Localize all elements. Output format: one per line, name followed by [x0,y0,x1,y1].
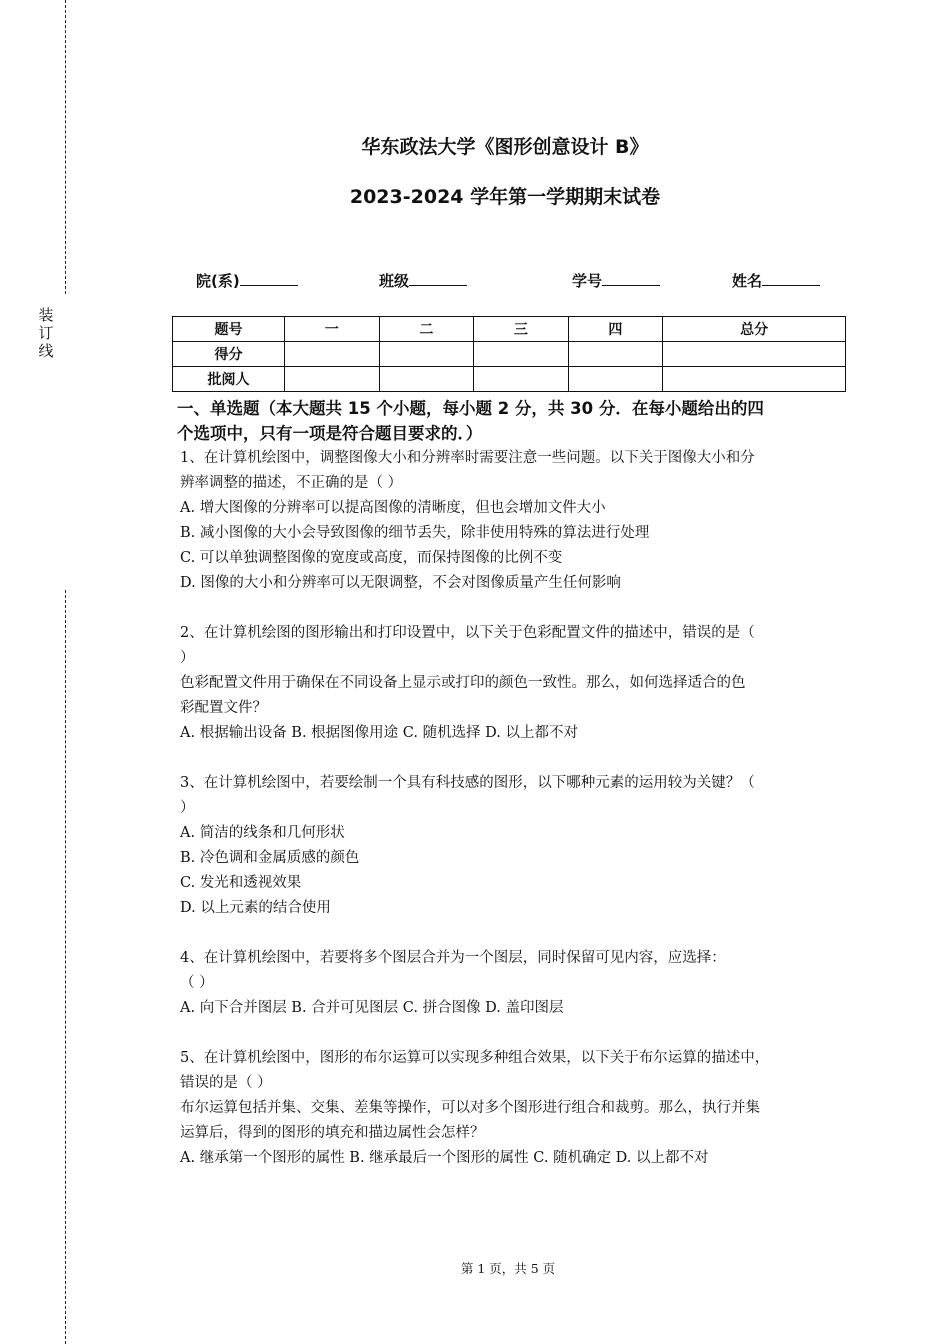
score-cell[interactable] [474,342,569,367]
header-cell: 三 [474,317,569,342]
binding-line-bottom [65,590,66,1344]
question-text: （ ） [180,975,214,991]
question-text: 错误的是（ ） [180,1075,272,1091]
question-3 [180,771,840,921]
student-id-blank[interactable] [602,271,660,286]
option: A. 继承第一个图形的属性 B. 继承最后一个图形的属性 C. 随机确定 D. 以上都不对 [180,1150,709,1166]
question-1 [180,446,840,596]
question-text: 布尔运算包括并集、交集、差集等操作，可以对多个图形进行组合和裁剪。那么，执行并集 [180,1100,760,1116]
reviewer-cell[interactable] [568,367,663,392]
option: A. 简洁的线条和几何形状 [180,825,345,841]
score-table-header [173,317,846,342]
option: A. 向下合并图层 B. 合并可见图层 C. 拼合图像 D. 盖印图层 [180,1000,564,1016]
info-field-class: 班级 [379,270,467,291]
row-label: 批阅人 [173,367,285,392]
section-title: 一、单选题（本大题共 15 个小题，每小题 2 分，共 30 分．在每小题给出的四 个选项中，只有一项是符合题目要求的．） [177,399,764,443]
question-5 [180,1046,840,1171]
score-cell[interactable] [568,342,663,367]
exam-title: 华东政法大学《图形创意设计 B》 [361,136,649,158]
question-text: 1、在计算机绘图中，调整图像大小和分辨率时需要注意一些问题。以下关于图像大小和分 [180,450,755,466]
student-info-row [0,270,950,292]
page-footer: 第 1 页，共 5 页 [460,1261,556,1276]
score-row [173,342,846,367]
header-cell: 总分 [663,317,846,342]
header-cell: 一 [285,317,380,342]
class-blank[interactable] [409,271,467,286]
department-blank[interactable] [240,271,298,286]
header-cell: 二 [379,317,474,342]
reviewer-cell[interactable] [285,367,380,392]
header-cell: 四 [568,317,663,342]
reviewer-cell[interactable] [663,367,846,392]
header-cell: 题号 [173,317,285,342]
option: A. 根据输出设备 B. 根据图像用途 C. 随机选择 D. 以上都不对 [180,725,579,741]
option: C. 可以单独调整图像的宽度或高度，而保持图像的比例不变 [180,550,563,566]
reviewer-row [173,367,846,392]
option: B. 冷色调和金属质感的颜色 [180,850,360,866]
row-label: 得分 [173,342,285,367]
option: B. 减小图像的大小会导致图像的细节丢失，除非使用特殊的算法进行处理 [180,525,650,541]
score-cell[interactable] [285,342,380,367]
score-cell[interactable] [379,342,474,367]
question-text: ） [180,800,195,816]
question-text: 运算后，得到的图形的填充和描边属性会怎样？ [180,1125,485,1141]
exam-subtitle: 2023-2024 学年第一学期期末试卷 [349,186,661,208]
question-text: ） [180,650,195,666]
question-text: 2、在计算机绘图的图形输出和打印设置中，以下关于色彩配置文件的描述中，错误的是（ [180,625,755,641]
binding-label: 装订线 [38,306,54,360]
question-4 [180,946,840,1021]
question-text: 辨率调整的描述，不正确的是（ ） [180,475,403,491]
question-2 [180,621,840,746]
score-table [172,316,846,392]
question-text: 色彩配置文件用于确保在不同设备上显示或打印的颜色一致性。那么，如何选择适合的色 [180,675,746,691]
question-text: 4、在计算机绘图中，若要将多个图层合并为一个图层，同时保留可见内容，应选择： [180,950,726,966]
option: A. 增大图像的分辨率可以提高图像的清晰度，但也会增加文件大小 [180,500,606,516]
option: D. 以上元素的结合使用 [180,900,331,916]
question-text: 彩配置文件？ [180,700,267,716]
info-field-name: 姓名 [732,270,820,291]
question-text: 3、在计算机绘图中，若要绘制一个具有科技感的图形，以下哪种元素的运用较为关键？（ [180,775,755,791]
option: C. 发光和透视效果 [180,875,302,891]
question-text: 5、在计算机绘图中，图形的布尔运算可以实现多种组合效果，以下关于布尔运算的描述中， [180,1050,770,1066]
name-blank[interactable] [762,271,820,286]
score-cell[interactable] [663,342,846,367]
reviewer-cell[interactable] [379,367,474,392]
exam-content [177,396,840,1171]
info-field-student-id: 学号 [572,270,660,291]
reviewer-cell[interactable] [474,367,569,392]
info-field-department: 院(系) [196,270,298,291]
option: D. 图像的大小和分辨率可以无限调整，不会对图像质量产生任何影响 [180,575,621,591]
